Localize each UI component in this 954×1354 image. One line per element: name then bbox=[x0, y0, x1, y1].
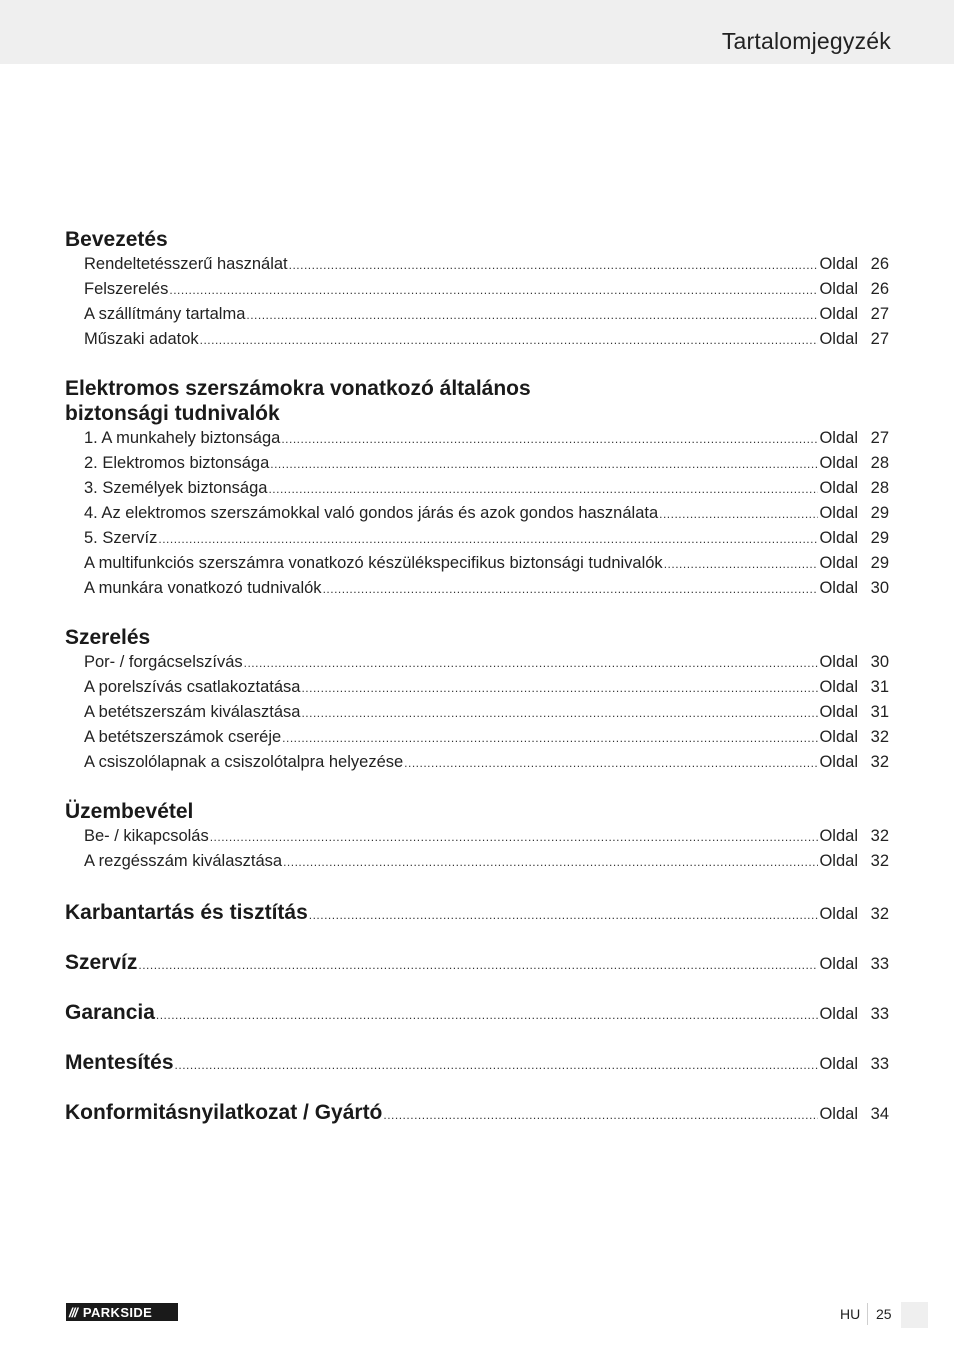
toc-entry[interactable] bbox=[65, 451, 889, 476]
header-bar bbox=[0, 0, 954, 64]
toc-main-entry[interactable] bbox=[65, 1038, 889, 1088]
entry-label: 3. Személyek biztonsága bbox=[84, 479, 268, 497]
dot-leader bbox=[404, 751, 818, 776]
page-word-label: Oldal bbox=[819, 429, 858, 447]
entry-label: Garancia bbox=[65, 1001, 155, 1024]
page-word-label: Oldal bbox=[819, 827, 858, 845]
page-number-value: 27 bbox=[870, 429, 889, 447]
dot-leader bbox=[289, 253, 819, 278]
table-of-contents bbox=[65, 227, 889, 1138]
page-number-value: 29 bbox=[870, 504, 889, 522]
language-code: HU bbox=[840, 1306, 861, 1322]
page-word-label: Oldal bbox=[819, 678, 858, 696]
page-word-label: Oldal bbox=[819, 955, 858, 973]
entry-label: Felszerelés bbox=[84, 280, 169, 298]
dot-leader bbox=[283, 850, 818, 875]
dot-leader bbox=[301, 676, 818, 701]
page-number: 25 bbox=[876, 1306, 892, 1322]
section-heading: biztonsági tudnivalók bbox=[65, 402, 280, 425]
toc-section bbox=[65, 227, 889, 352]
toc-entry[interactable] bbox=[65, 576, 889, 601]
footer-divider bbox=[867, 1303, 868, 1325]
page-number-value: 30 bbox=[870, 653, 889, 671]
toc-entry[interactable] bbox=[65, 551, 889, 576]
page-number-value: 31 bbox=[870, 678, 889, 696]
entry-label: A szállítmány tartalma bbox=[84, 305, 246, 323]
toc-section bbox=[65, 376, 889, 601]
page-word-label: Oldal bbox=[819, 454, 858, 472]
toc-entry[interactable] bbox=[65, 849, 889, 874]
entry-label: Karbantartás és tisztítás bbox=[65, 901, 308, 924]
entry-label: Szervíz bbox=[65, 951, 138, 974]
page-number-value: 33 bbox=[870, 1055, 889, 1073]
dot-leader bbox=[138, 940, 818, 990]
page-word-label: Oldal bbox=[819, 479, 858, 497]
dot-leader bbox=[200, 328, 819, 353]
dot-leader bbox=[301, 701, 818, 726]
page-word-label: Oldal bbox=[819, 1005, 858, 1023]
page-number-value: 33 bbox=[870, 955, 889, 973]
page-word-label: Oldal bbox=[819, 852, 858, 870]
page-word-label: Oldal bbox=[819, 255, 858, 273]
page-number-value: 31 bbox=[870, 703, 889, 721]
entry-label: A porelszívás csatlakoztatása bbox=[84, 678, 301, 696]
page-number-value: 28 bbox=[870, 454, 889, 472]
footer-tab-marker bbox=[901, 1302, 928, 1328]
toc-section bbox=[65, 799, 889, 874]
entry-label: A csiszolólapnak a csiszolótalpra helyezése bbox=[84, 753, 404, 771]
page-word-label: Oldal bbox=[819, 330, 858, 348]
toc-main-entry[interactable] bbox=[65, 938, 889, 988]
section-heading: Bevezetés bbox=[65, 228, 168, 251]
page-number-value: 27 bbox=[870, 305, 889, 323]
main-entries bbox=[65, 888, 889, 1138]
page-word-label: Oldal bbox=[819, 554, 858, 572]
logo-stripes: /// bbox=[69, 1304, 77, 1320]
toc-entry[interactable] bbox=[65, 700, 889, 725]
page-word-label: Oldal bbox=[819, 1105, 858, 1123]
logo-text: PARKSIDE bbox=[82, 1304, 153, 1320]
dot-leader bbox=[282, 726, 818, 751]
toc-entry[interactable] bbox=[65, 302, 889, 327]
toc-entry[interactable] bbox=[65, 526, 889, 551]
toc-entry[interactable] bbox=[65, 675, 889, 700]
page-number-value: 29 bbox=[870, 554, 889, 572]
page-number-value: 33 bbox=[870, 1005, 889, 1023]
dot-leader bbox=[175, 1040, 819, 1090]
dot-leader bbox=[158, 527, 818, 552]
page-number-value: 29 bbox=[870, 529, 889, 547]
toc-entry[interactable] bbox=[65, 476, 889, 501]
dot-leader bbox=[244, 651, 819, 676]
page-word-label: Oldal bbox=[819, 753, 858, 771]
page-word-label: Oldal bbox=[819, 653, 858, 671]
dot-leader bbox=[323, 577, 819, 602]
entry-label: A munkára vonatkozó tudnivalók bbox=[84, 579, 322, 597]
entry-label: A multifunkciós szerszámra vonatkozó készülékspecifikus biztonsági tudnivalók bbox=[84, 554, 663, 572]
entry-label: A betétszerszám kiválasztása bbox=[84, 703, 301, 721]
dot-leader bbox=[659, 502, 818, 527]
page-number-value: 27 bbox=[870, 330, 889, 348]
page-title: Tartalomjegyzék bbox=[721, 28, 891, 54]
entry-label: A rezgésszám kiválasztása bbox=[84, 852, 283, 870]
page-word-label: Oldal bbox=[819, 504, 858, 522]
page-number-value: 34 bbox=[870, 1105, 889, 1123]
toc-entry[interactable] bbox=[65, 426, 889, 451]
page-number-value: 26 bbox=[870, 255, 889, 273]
entry-label: Mentesítés bbox=[65, 1051, 174, 1074]
toc-entry[interactable] bbox=[65, 650, 889, 675]
entry-label: 2. Elektromos biztonsága bbox=[84, 454, 270, 472]
page-number-value: 30 bbox=[870, 579, 889, 597]
page-number-value: 32 bbox=[870, 753, 889, 771]
dot-leader bbox=[309, 890, 819, 940]
entry-label: A betétszerszámok cseréje bbox=[84, 728, 282, 746]
toc-main-entry[interactable] bbox=[65, 888, 889, 938]
page-word-label: Oldal bbox=[819, 305, 858, 323]
page-word-label: Oldal bbox=[819, 905, 858, 923]
toc-entry[interactable] bbox=[65, 501, 889, 526]
page-number-value: 32 bbox=[870, 905, 889, 923]
entry-label: Por- / forgácselszívás bbox=[84, 653, 243, 671]
entry-label: 1. A munkahely biztonsága bbox=[84, 429, 281, 447]
dot-leader bbox=[281, 427, 818, 452]
entry-label: Műszaki adatok bbox=[84, 330, 199, 348]
dot-leader bbox=[210, 825, 819, 850]
entry-label: 4. Az elektromos szerszámokkal való gondos járás és azok gondos használata bbox=[84, 504, 659, 522]
toc-entry[interactable] bbox=[65, 725, 889, 750]
page-number-value: 32 bbox=[870, 827, 889, 845]
toc-main-entry[interactable] bbox=[65, 1088, 889, 1138]
dot-leader bbox=[246, 303, 818, 328]
dot-leader bbox=[383, 1090, 818, 1140]
dot-leader bbox=[169, 278, 818, 303]
dot-leader bbox=[268, 477, 818, 502]
entry-label: Be- / kikapcsolás bbox=[84, 827, 209, 845]
entry-label: 5. Szervíz bbox=[84, 529, 158, 547]
dot-leader bbox=[270, 452, 818, 477]
page-number-value: 32 bbox=[870, 852, 889, 870]
section-heading: Elektromos szerszámokra vonatkozó általános bbox=[65, 377, 531, 400]
toc-entry[interactable] bbox=[65, 327, 889, 352]
dot-leader bbox=[664, 552, 819, 577]
page-number-value: 26 bbox=[870, 280, 889, 298]
toc-entry[interactable] bbox=[65, 252, 889, 277]
toc-main-entry[interactable] bbox=[65, 988, 889, 1038]
entry-label: Rendeltetésszerű használat bbox=[84, 255, 288, 273]
page-word-label: Oldal bbox=[819, 280, 858, 298]
toc-entry[interactable] bbox=[65, 277, 889, 302]
page-number-value: 28 bbox=[870, 479, 889, 497]
page-word-label: Oldal bbox=[819, 579, 858, 597]
dot-leader bbox=[156, 990, 819, 1040]
section-heading: Szerelés bbox=[65, 626, 151, 649]
page-number-value: 32 bbox=[870, 728, 889, 746]
parkside-logo bbox=[66, 1303, 178, 1321]
toc-entry[interactable] bbox=[65, 824, 889, 849]
page-word-label: Oldal bbox=[819, 529, 858, 547]
page-word-label: Oldal bbox=[819, 728, 858, 746]
entry-label: Konformitásnyilatkozat / Gyártó bbox=[65, 1101, 383, 1124]
toc-section bbox=[65, 625, 889, 775]
section-heading: Üzembevétel bbox=[65, 800, 194, 823]
toc-entry[interactable] bbox=[65, 750, 889, 775]
page-word-label: Oldal bbox=[819, 703, 858, 721]
page-word-label: Oldal bbox=[819, 1055, 858, 1073]
